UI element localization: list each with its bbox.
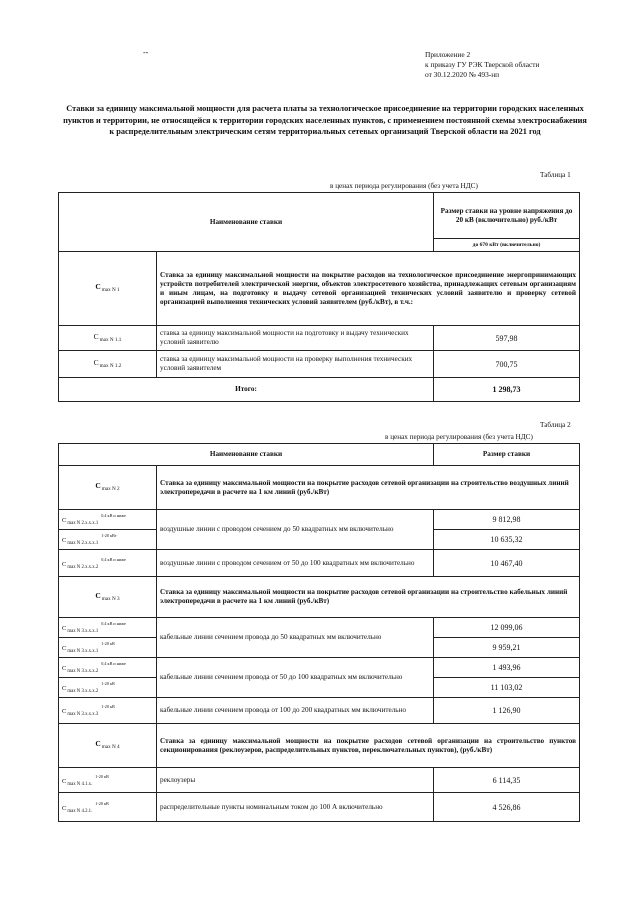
sec2-row-value: 9 812,98: [434, 510, 580, 530]
sec2-row-value: 10 635,32: [434, 530, 580, 550]
table1-row-value: 597,98: [434, 326, 580, 351]
symbol-letter: C: [62, 560, 67, 568]
sec4-row-value: 6 114,35: [434, 768, 580, 793]
sec2-row-symbol: [59, 550, 157, 577]
table-row: [59, 351, 580, 378]
symbol-letter: C: [62, 645, 67, 652]
table1-row-value: 700,75: [434, 351, 580, 378]
symbol-sub: max N 2: [101, 486, 120, 492]
table1-row-text: ставка за единицу максимальной мощности на проверку выполнения технических условий заявителем: [157, 351, 434, 378]
symbol-sub: max N 4.1.x.: [67, 781, 93, 787]
sec3-text: Ставка за единицу максимальной мощности на покрытие расходов сетевой организации на строительство кабельных линий электропередачи в расчете на 1 км линий (руб./кВт): [157, 577, 580, 618]
sec3-row-symbol: [59, 658, 157, 678]
table2-header-rate: Размер ставки: [434, 444, 580, 466]
symbol-letter: C: [93, 357, 99, 367]
table1-total-label: Итого:: [59, 378, 434, 402]
sec2-row-symbol: [59, 510, 157, 530]
table-row: [59, 550, 580, 577]
table1-symbol: [59, 326, 157, 351]
symbol-letter: C: [62, 804, 67, 812]
table-row: [59, 698, 580, 724]
sec3-row-symbol: [59, 698, 157, 724]
table1-header-sub: до 670 кВт (включительно): [434, 239, 580, 252]
symbol-sup: 1-20 кВ: [101, 704, 115, 709]
sec3-row-text: кабельные линии сечением провода до 50 квадратных мм включительно: [157, 618, 434, 658]
symbol-letter: C: [62, 517, 67, 524]
sec3-row-text: кабельные линии сечением провода от 100 до 200 квадратных мм включительно: [157, 698, 434, 724]
sec3-symbol: [59, 577, 157, 618]
sec3-row-symbol: [59, 618, 157, 638]
appendix-line: к приказу ГУ РЭК Тверской области: [425, 60, 540, 69]
sec2-symbol: [59, 466, 157, 510]
symbol-sub: max N 3: [101, 595, 120, 602]
header-dash: --: [143, 48, 149, 57]
table1-header-rate: Размер ставки на уровне напряжения до 20 кВ (включительно) руб./кВт: [434, 193, 580, 239]
sec2-text: Ставка за единицу максимальной мощности на покрытие расходов сетевой организации на строительство воздушных линий электропередачи в расчете на 1 км линий (руб./кВт): [157, 466, 580, 510]
table1-header-name: Наименование ставки: [59, 193, 434, 252]
symbol-sup: 1-20 кВ: [101, 681, 115, 686]
table2: [58, 443, 580, 822]
symbol-letter: C: [62, 777, 67, 785]
symbol-letter: C: [62, 625, 67, 632]
symbol-sup: 0,4 кВ и ниже: [101, 556, 126, 562]
symbol-sub: max N 2.x.x.x.1: [67, 521, 99, 526]
table-row: [59, 618, 580, 638]
sec2-row-value: 10 467,40: [434, 550, 580, 577]
table-row: [59, 793, 580, 822]
table1-total-value: 1 298,73: [434, 378, 580, 402]
table-row: [59, 510, 580, 530]
document-title: Ставки за единицу максимальной мощности для расчета платы за технологическое присоединение на территории городских населенных пунктов и территории, не относящейся к территории городских населенных пунктов, с применением постоянной схемы электроснабжения к распределительным электрическим сетям территориальных сетевых организаций Тверской области на 2021 год: [63, 104, 587, 137]
symbol-letter: C: [62, 665, 67, 672]
symbol-letter: C: [62, 537, 67, 544]
symbol-sub: max N 3.x.x.x.1: [67, 629, 99, 634]
symbol-sub: max N 3.x.x.x.3: [67, 712, 99, 717]
symbol-letter: C: [62, 708, 67, 715]
table1-note: в ценах периода регулирования (без учета НДС): [330, 182, 478, 190]
symbol-sup: 1-20 кВ: [101, 641, 115, 646]
sec3-row-value: 12 099,06: [434, 618, 580, 638]
sec4-symbol: [59, 724, 157, 768]
symbol-sub: max N 2.x.x.x.1: [67, 541, 99, 546]
symbol-letter: C: [95, 282, 101, 291]
sec3-row-symbol: [59, 638, 157, 658]
table-row: [59, 768, 580, 793]
symbol-sup: 1-20 кВт: [101, 533, 117, 538]
appendix-line: от 30.12.2020 № 493-нп: [425, 70, 500, 79]
table1-row-text: ставка за единицу максимальной мощности на подготовку и выдачу технических условий заявителю: [157, 326, 434, 351]
appendix-block: [425, 50, 625, 80]
table1-main-text: Ставка за единицу максимальной мощности на покрытие расходов на технологическое присоединение энергопринимающих устройств потребителей электрической энергии, объектов электросетевого хозяйства, принадлежащих сетевым организациям и иным лицам, на подготовку и выдачу сетевой организацией технических условий заявителю и проверку сетевой организацией выполнения технических условий заявителем (руб./кВт), в т.ч.:: [157, 252, 580, 326]
sec4-row-value: 4 526,86: [434, 793, 580, 822]
symbol-sup: 0,4 кВ и ниже: [101, 621, 126, 626]
sec4-text: Ставка за единицу максимальной мощности на покрытие расходов сетевой организации на строительство пунктов секционирования (реклоузеров, распределительных пунктов, переключательных пунктов), (руб./кВт): [157, 724, 580, 768]
sec4-row-text: реклоузеры: [157, 768, 434, 793]
symbol-letter: C: [95, 739, 101, 748]
table-row: [59, 658, 580, 678]
sec2-row-text: воздушные линии с проводом сечением от 50 до 100 квадратных мм включительно: [157, 550, 434, 577]
sec4-row-text: распределительные пункты номинальным током до 100 А включительно: [157, 793, 434, 822]
appendix-line: Приложение 2: [425, 50, 471, 59]
symbol-sub: max N 3.x.x.x.2: [67, 669, 99, 674]
symbol-sup: 1-20 кВ: [95, 800, 109, 806]
symbol-letter: C: [93, 331, 99, 341]
table1: [58, 192, 580, 402]
symbol-sub: max N 2.x.x.x.2: [67, 564, 99, 570]
symbol-sub: max N 4.2.1.: [67, 808, 93, 814]
sec3-row-value: 1 126,90: [434, 698, 580, 724]
sec3-row-value: 11 103,02: [434, 678, 580, 698]
table1-symbol-main: [59, 252, 157, 326]
symbol-sub: max N 1.2: [99, 362, 122, 369]
symbol-sub: max N 1: [101, 287, 120, 293]
sec4-row-symbol: [59, 793, 157, 822]
symbol-sub: max N 1.1: [99, 336, 122, 343]
sec2-row-text: воздушные линии с проводом сечением до 50 квадратных мм включительно: [157, 510, 434, 550]
symbol-letter: C: [62, 685, 67, 692]
table2-header-name: Наименование ставки: [59, 444, 434, 466]
sec3-row-value: 1 493,96: [434, 658, 580, 678]
symbol-sub: max N 3.x.x.x.1: [67, 649, 99, 654]
symbol-letter: C: [95, 590, 101, 600]
symbol-sub: max N 3.x.x.x.2: [67, 689, 99, 694]
table2-label: Таблица 2: [540, 421, 571, 429]
symbol-sup: 1-20 кВ: [95, 773, 109, 779]
sec3-row-text: кабельные линии сечением провода от 50 до 100 квадратных мм включительно: [157, 658, 434, 698]
sec2-row-symbol: [59, 530, 157, 550]
symbol-sup: 0,4 кВ и ниже: [101, 661, 126, 666]
table-row: [59, 326, 580, 351]
symbol-letter: C: [95, 481, 101, 490]
sec4-row-symbol: [59, 768, 157, 793]
symbol-sub: max N 4: [101, 744, 120, 750]
table1-symbol: [59, 351, 157, 378]
symbol-sup: 0,4 кВ и ниже: [101, 513, 126, 518]
table1-label: Таблица 1: [540, 171, 571, 179]
sec3-row-value: 9 959,21: [434, 638, 580, 658]
sec3-row-symbol: [59, 678, 157, 698]
table2-note: в ценах периода регулирования (без учета НДС): [385, 433, 533, 441]
